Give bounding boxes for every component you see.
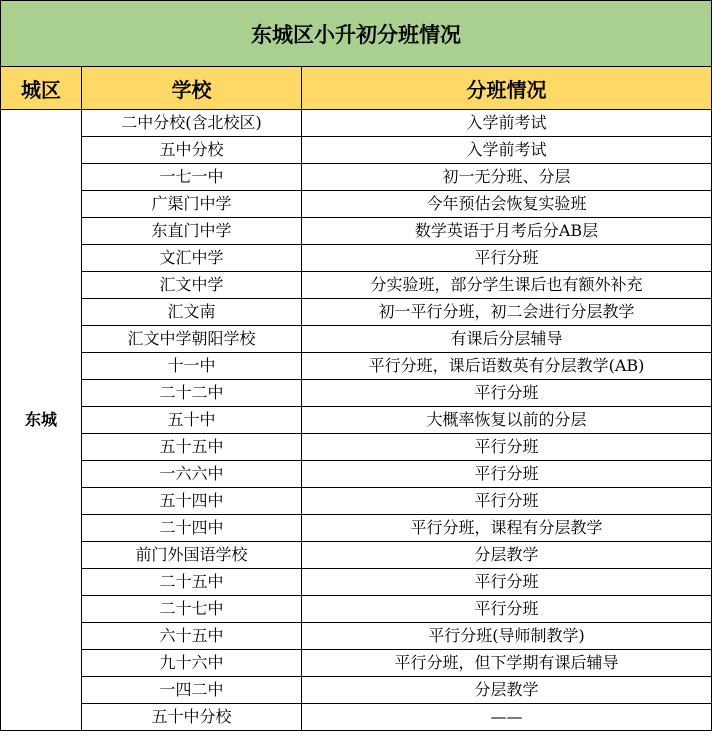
grouping-cell: 平行分班 — [302, 488, 712, 515]
grouping-cell: 平行分班，课程有分层教学 — [302, 515, 712, 542]
grouping-cell: 平行分班 — [302, 461, 712, 488]
grouping-cell: 初一平行分班，初二会进行分层教学 — [302, 299, 712, 326]
header-school: 学校 — [82, 67, 302, 110]
school-cell: 二十四中 — [82, 515, 302, 542]
table-row — [1, 218, 712, 245]
grouping-cell: 分实验班，部分学生课后也有额外补充 — [302, 272, 712, 299]
table-row — [1, 515, 712, 542]
school-cell: 广渠门中学 — [82, 191, 302, 218]
school-cell: 汇文南 — [82, 299, 302, 326]
grouping-cell: 分层教学 — [302, 677, 712, 704]
table-row — [1, 164, 712, 191]
table-row — [1, 299, 712, 326]
grouping-cell: 平行分班 — [302, 434, 712, 461]
grouping-cell: 平行分班 — [302, 569, 712, 596]
grouping-cell: 平行分班，课后语数英有分层教学(AB) — [302, 353, 712, 380]
school-cell: 九十六中 — [82, 650, 302, 677]
table-row — [1, 596, 712, 623]
school-cell: 五十中分校 — [82, 704, 302, 731]
table-row — [1, 569, 712, 596]
header-grouping: 分班情况 — [302, 67, 712, 110]
school-cell: 二十七中 — [82, 596, 302, 623]
school-cell: 五中分校 — [82, 137, 302, 164]
table-row — [1, 272, 712, 299]
table-row — [1, 704, 712, 731]
grouping-cell: 初一无分班、分层 — [302, 164, 712, 191]
table-row — [1, 110, 712, 137]
grouping-cell: 数学英语于月考后分AB层 — [302, 218, 712, 245]
grouping-cell: 入学前考试 — [302, 110, 712, 137]
grouping-cell: 平行分班 — [302, 245, 712, 272]
school-cell: 一七一中 — [82, 164, 302, 191]
table-row — [1, 542, 712, 569]
grouping-cell: 入学前考试 — [302, 137, 712, 164]
school-cell: 五十中 — [82, 407, 302, 434]
header-row — [1, 67, 712, 110]
table-row — [1, 650, 712, 677]
school-cell: 一四二中 — [82, 677, 302, 704]
school-cell: 汇文中学 — [82, 272, 302, 299]
grouping-cell: 平行分班 — [302, 596, 712, 623]
table-row — [1, 623, 712, 650]
school-cell: 一六六中 — [82, 461, 302, 488]
school-cell: 二十五中 — [82, 569, 302, 596]
school-cell: 东直门中学 — [82, 218, 302, 245]
grouping-cell: 平行分班(导师制教学) — [302, 623, 712, 650]
table-row — [1, 380, 712, 407]
table-row — [1, 461, 712, 488]
table-row — [1, 137, 712, 164]
district-cell: 东城 — [1, 110, 82, 731]
header-district: 城区 — [1, 67, 82, 110]
school-cell: 前门外国语学校 — [82, 542, 302, 569]
school-cell: 五十四中 — [82, 488, 302, 515]
title-row — [1, 1, 712, 67]
school-cell: 汇文中学朝阳学校 — [82, 326, 302, 353]
grouping-cell: 分层教学 — [302, 542, 712, 569]
school-cell: 六十五中 — [82, 623, 302, 650]
table-row — [1, 245, 712, 272]
grouping-cell: 大概率恢复以前的分层 — [302, 407, 712, 434]
school-cell: 五十五中 — [82, 434, 302, 461]
school-cell: 二中分校(含北校区) — [82, 110, 302, 137]
table-row — [1, 434, 712, 461]
table-row — [1, 191, 712, 218]
school-cell: 文汇中学 — [82, 245, 302, 272]
table-row — [1, 407, 712, 434]
table-row — [1, 353, 712, 380]
table-row — [1, 326, 712, 353]
school-cell: 十一中 — [82, 353, 302, 380]
grouping-cell: 平行分班，但下学期有课后辅导 — [302, 650, 712, 677]
grouping-cell: 有课后分层辅导 — [302, 326, 712, 353]
table-row — [1, 488, 712, 515]
grouping-cell: 平行分班 — [302, 380, 712, 407]
school-cell: 二十二中 — [82, 380, 302, 407]
table-title: 东城区小升初分班情况 — [1, 1, 712, 67]
table-row — [1, 677, 712, 704]
grouping-cell: —— — [302, 704, 712, 731]
grouping-cell: 今年预估会恢复实验班 — [302, 191, 712, 218]
